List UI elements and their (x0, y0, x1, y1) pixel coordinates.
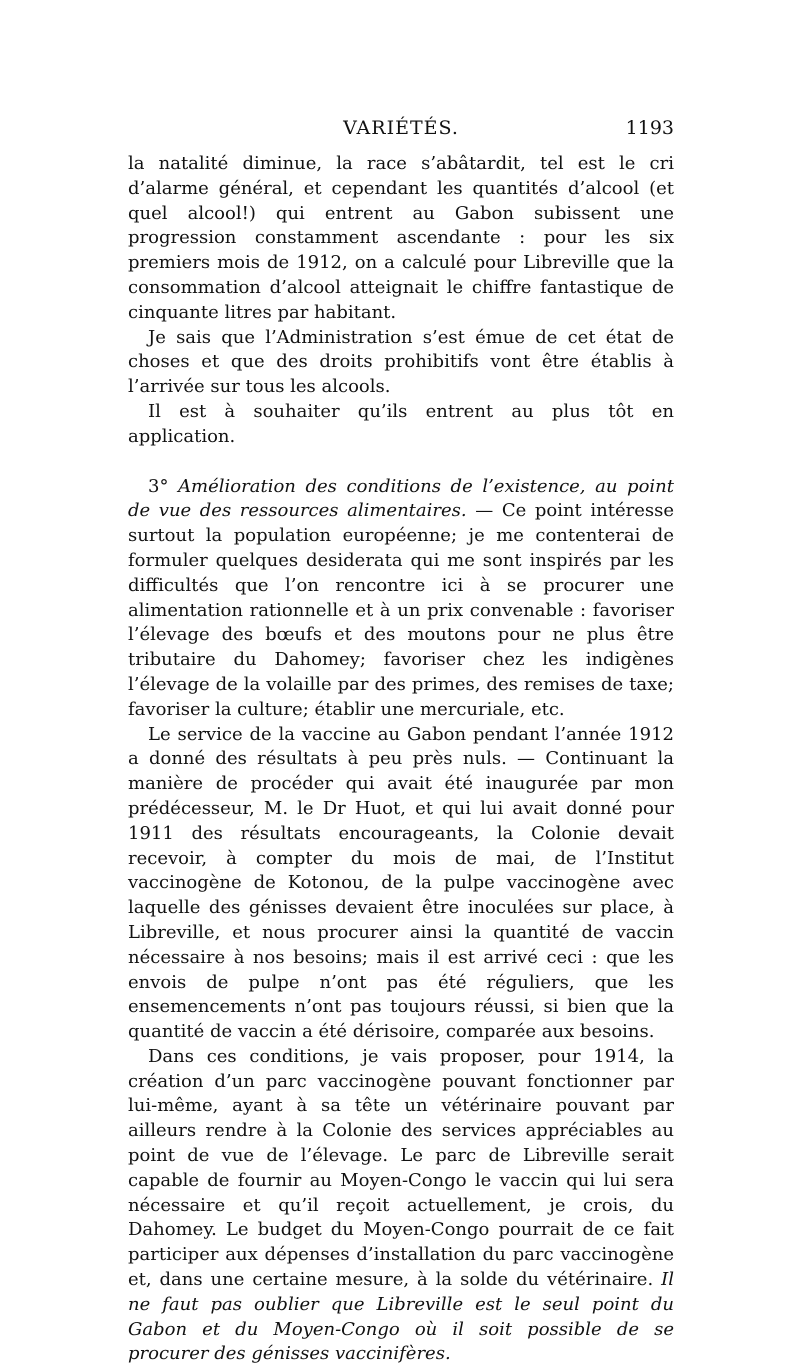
section-text: — Ce point intéresse surtout la population européenne; je me contenterai de formuler quelques desiderata qui me sont inspirés par les difficultés que l’on rencontre ici à se procurer une alimentation rationnelle et à un prix convenable : favoriser l’élevage des bœufs et des moutons pour ne plus être tributaire du Dahomey; favoriser chez les indigènes l’élevage de la volaille par des primes, des remises de taxe; favoriser la culture; établir une mercuriale, etc. (128, 500, 675, 720)
paragraph-conditions-italic: Il ne faut pas oublier que Libreville est le seul point du Gabon et du Moyen-Congo où il soit possible de se procurer des génisses vaccinifères. (128, 1269, 674, 1365)
paragraph-conditions (128, 1045, 674, 1367)
paragraph-amelioration (128, 475, 674, 723)
page-number: 1193 (625, 117, 674, 139)
paragraph-souhait: Il est à souhaiter qu’ils entrent au plus tôt en application. (128, 400, 674, 447)
running-title: VARIÉTÉS. (343, 117, 459, 139)
section-heading: Amélioration des conditions de l’existence, au point de vue des ressources alimentaires. (128, 475, 674, 522)
paragraph-vaccine: Le service de la vaccine au Gabon pendant l’année 1912 a donné des résultats à peu près nuls. — Continuant la manière de procéder qui avait été inaugurée par mon prédécesseur, M. le Dr Huot, et qui lui avait donné pour 1911 des résultats encourageants, la Colonie devait recevoir, à compter du mois de mai, de l’Institut vaccinogène de Kotonou, de la pulpe vaccinogène avec laquelle des génisses devaient être inoculées sur place, à Libreville, et nous procurer ainsi la quantité de vaccin nécessaire à nos besoins; mais il est arrivé ceci : que les envois de pulpe n’ont pas été réguliers, que les ensemencements n’ont pas toujours réussi, si bien que la quantité de vaccin a été dérisoire, comparée aux besoins. (128, 723, 674, 1043)
paragraph-administration: Je sais que l’Administration s’est émue de cet état de choses et que des droits prohibitifs vont être établis à l’arrivée sur tous les alcools. (128, 326, 674, 398)
paragraph-natalite: la natalité diminue, la race s’abâtardit, tel est le cri d’alarme général, et cependant les quantités d’alcool (et quel alcool!) qui entrent au Gabon subissent une progression constamment ascendante : pour les six premiers mois de 1912, on a calculé pour Libreville que la consommation d’alcool atteignait le chiffre fantastique de cinquante litres par habitant. (128, 153, 674, 323)
paragraph-conditions-text: Dans ces conditions, je vais proposer, pour 1914, la création d’un parc vaccinogène pouvant fonctionner par lui-même, ayant à sa tête un vétérinaire pouvant par ailleurs rendre à la Colonie des services appréciables au point de vue de l’élevage. Le parc de Libreville serait capable de fournir au Moyen-Congo le vaccin qui lui sera nécessaire et qu’il reçoit actuellement, je crois, du Dahomey. Le budget du Moyen-Congo pourrait de ce fait participer aux dépenses d’installation du parc vaccinogène et, dans une certaine mesure, à la solde du vétérinaire. (128, 1045, 674, 1291)
body-text (128, 152, 674, 1367)
section-number: 3° (148, 475, 169, 497)
